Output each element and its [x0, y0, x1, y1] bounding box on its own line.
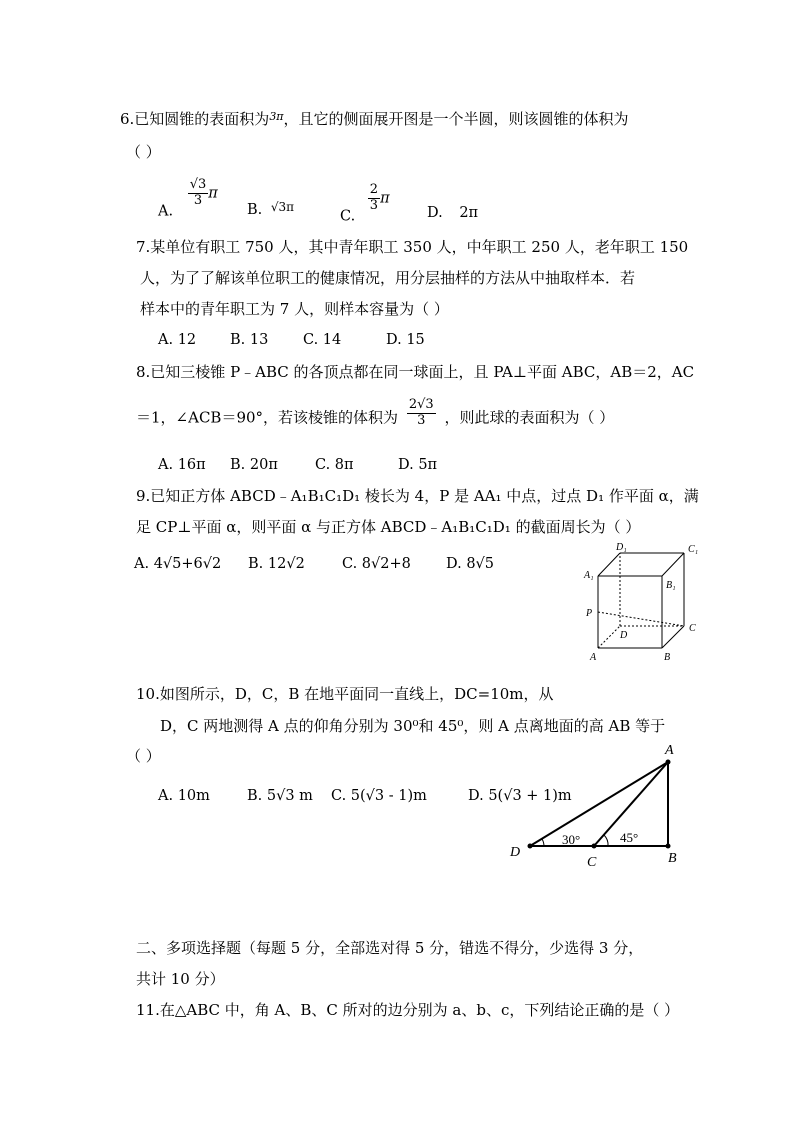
q6-option-a-label: A. — [158, 203, 174, 220]
cube-label-a: A — [590, 652, 597, 663]
q6-stem-value: 3π — [269, 110, 284, 123]
cube-hidden-edge-a-d — [598, 626, 620, 648]
cube-label-c: C — [689, 623, 696, 634]
q6-option-c-denominator: 3 — [369, 197, 379, 213]
q8-option-d: D. 5π — [398, 457, 438, 473]
q7-option-b: B. 13 — [230, 332, 269, 348]
q6-option-b — [247, 200, 294, 218]
q9-line2: 足 CP⊥平面 α，则平面 α 与正方体 ABCD﹣A₁B₁C₁D₁ 的截面周长为（ ） — [136, 518, 641, 536]
section2-line1: 二、多项选择题（每题 5 分，全部选对得 5 分，错选不得分，少选得 3 分， — [136, 939, 644, 957]
q10-option-a: A. 10m — [158, 788, 210, 804]
q6-option-b-expr: √3π — [270, 200, 295, 214]
q10-option-c: C. 5(√3 - 1)m — [331, 788, 427, 804]
cube-label-a1: A₁ — [584, 570, 594, 581]
cube-label-d1: D₁ — [616, 542, 627, 553]
q6-option-c-label: C. — [340, 208, 356, 225]
point-c — [592, 844, 597, 849]
fig-label-a: A — [665, 743, 674, 758]
q8-fraction-numerator: 2√3 — [408, 397, 434, 412]
q7-line1: 7.某单位有职工 750 人，其中青年职工 350 人，中年职工 250 人，老年职工 150 — [136, 238, 689, 256]
angle-arc-45 — [604, 835, 608, 846]
q11-line1: 11.在△ABC 中，角 A、B、C 所对的边分别为 a、b、c，下列结论正确的是（ ） — [136, 1001, 680, 1019]
q6-option-a-tail: π — [208, 185, 218, 202]
point-b — [666, 844, 671, 849]
q8-line1: 8.已知三棱锥 P﹣ABC 的各顶点都在同一球面上，且 PA⊥平面 ABC，AB＝2，AC — [136, 363, 695, 381]
cube-hidden-segment-p-c — [598, 612, 684, 626]
q6-option-a-fraction — [188, 178, 209, 209]
cube-label-b: B — [664, 652, 671, 663]
q6-option-c-fraction — [368, 183, 380, 214]
q6-stem — [120, 110, 629, 128]
q7-line2: 人，为了了解该单位职工的健康情况，用分层抽样的方法从中抽取样本．若 — [140, 269, 636, 287]
q6-option-a-numerator: √3 — [189, 177, 207, 192]
q6-stem-a: 6.已知圆锥的表面积为 — [120, 110, 270, 128]
q8-option-a: A. 16π — [158, 457, 206, 473]
section2-line2: 共计 10 分） — [136, 970, 225, 988]
sightline-d-a — [530, 762, 668, 846]
q8-line2-b: ，则此球的表面积为（ ） — [444, 408, 615, 427]
cube-label-d: D — [620, 630, 628, 641]
q6-option-d — [427, 205, 478, 221]
q10-option-d: D. 5(√3 + 1)m — [468, 788, 572, 804]
q9-line1: 9.已知正方体 ABCD﹣A₁B₁C₁D₁ 棱长为 4，P 是 AA₁ 中点，过点 D₁ 作平面 α，满 — [136, 487, 699, 505]
q6-option-c-tail: π — [380, 190, 390, 207]
q9-option-a: A. 4√5+6√2 — [134, 556, 222, 572]
angle-arc-30 — [542, 839, 544, 846]
cube-figure — [580, 538, 710, 668]
q9-option-b: B. 12√2 — [248, 556, 305, 572]
q10-option-b: B. 5√3 m — [247, 788, 313, 804]
cube-label-c1: C₁ — [688, 544, 699, 555]
cube-label-p: P — [586, 608, 593, 619]
q7-option-d: D. 15 — [386, 332, 425, 348]
q6-option-d-expr: 2π — [459, 205, 479, 221]
q6-stem-b: ，且它的侧面展开图是一个半圆，则该圆锥的体积为 — [283, 110, 629, 128]
q10-line2: D，C 两地测得 A 点的仰角分别为 30⁰和 45⁰，则 A 点离地面的高 AB 等于 — [160, 717, 666, 735]
cube-edge-a1-d1 — [598, 553, 620, 576]
q9-option-c: C. 8√2+8 — [342, 556, 411, 572]
q9-option-d: D. 8√5 — [446, 556, 495, 572]
q6-paren: （ ） — [126, 143, 161, 161]
q8-fraction-denominator: 3 — [417, 412, 426, 428]
q8-option-c: C. 8π — [315, 457, 354, 473]
q10-paren: （ ） — [126, 747, 161, 765]
point-d — [528, 844, 533, 849]
cube-edge-b-c — [662, 626, 684, 648]
q7-option-a: A. 12 — [158, 332, 197, 348]
elevation-figure — [500, 738, 700, 873]
fig-angle-45-label: 45° — [620, 830, 639, 845]
q10-line1: 10.如图所示，D，C，B 在地平面同一直线上，DC=10m，从 — [136, 685, 554, 703]
fig-angle-30-label: 30° — [562, 832, 581, 847]
q6-option-a-denominator: 3 — [193, 192, 203, 208]
q7-line3: 样本中的青年职工为 7 人，则样本容量为（ ） — [140, 300, 449, 318]
q7-option-c: C. 14 — [303, 332, 342, 348]
q6-option-b-label: B. — [247, 202, 263, 218]
fig-label-b: B — [668, 851, 677, 866]
fig-label-d: D — [510, 845, 521, 860]
point-a — [666, 760, 671, 765]
cube-edge-b1-c1 — [662, 553, 684, 576]
q6-option-a — [158, 178, 218, 219]
q6-option-d-label: D. — [427, 205, 443, 221]
fig-label-c: C — [587, 855, 597, 870]
q8-option-b: B. 20π — [230, 457, 278, 473]
q8-volume-fraction — [407, 398, 436, 429]
q8-line2-a: ＝1，∠ACB＝90°，若该棱锥的体积为 — [136, 408, 399, 427]
cube-label-b1: B₁ — [666, 580, 676, 591]
q8-line2 — [136, 398, 614, 429]
q6-option-c — [340, 183, 390, 224]
q6-option-c-numerator: 2 — [369, 182, 379, 197]
